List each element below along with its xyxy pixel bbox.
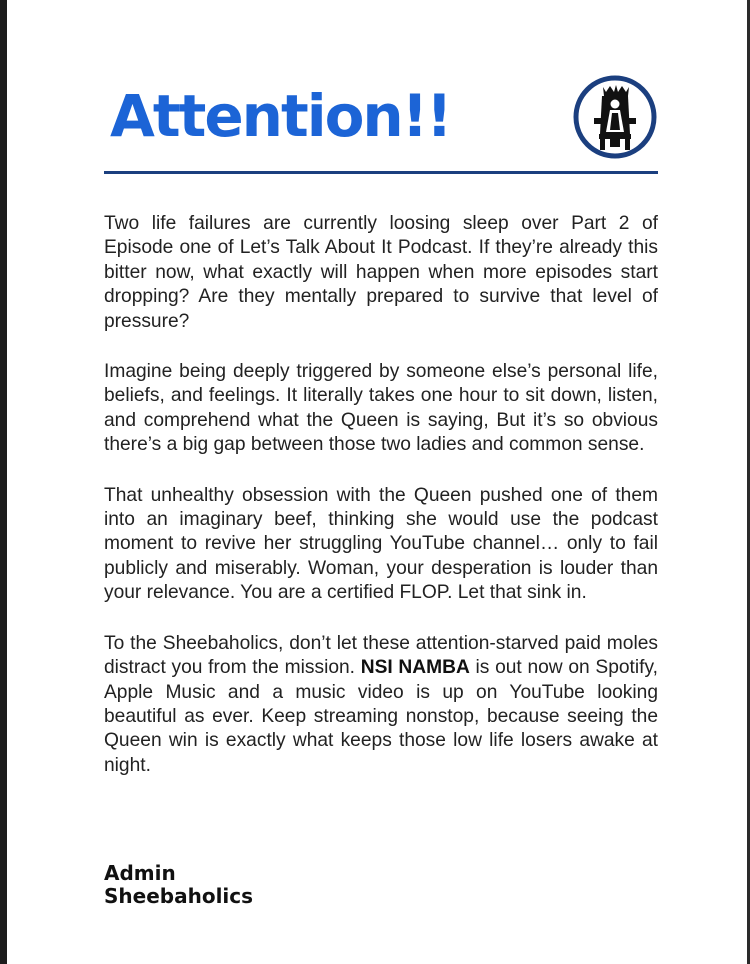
body-text xyxy=(104,212,658,804)
queen-on-throne-icon xyxy=(572,74,658,160)
left-dark-edge xyxy=(0,0,7,964)
title-divider xyxy=(104,171,658,174)
signature-admin: Admin xyxy=(104,861,176,885)
paragraph-4-end: is out now on Spotify, Apple Music and a music video is up on YouTube looking beautiful as ever. Keep streaming nonstop, because seeing the Queen win is exactly what keeps those low life losers awake at night. xyxy=(104,657,658,776)
paragraph-4 xyxy=(104,632,658,778)
paragraph-3: That unhealthy obsession with the Queen pushed one of them into an imaginary beef, thinking she would use the podcast moment to revive her struggling YouTube channel… only to fail publicly and miserably. Woman, your desperation is louder than your relevance. You are a certified FLOP. Let that sink in. xyxy=(104,484,658,604)
paragraph-4-start: To the Sheebaholics, don’t let these attention-starved paid moles distract you from the mission. xyxy=(104,632,658,679)
page-title: Attention!! xyxy=(110,82,451,150)
signature xyxy=(104,862,253,908)
paragraph-1: Two life failures are currently loosing sleep over Part 2 of Episode one of Let’s Talk About It Podcast. If they’re already this bitter now, what exactly will happen when more episodes start dropping? Are they mentally prepared to survive that level of pressure? xyxy=(104,213,658,332)
signature-group: Sheebaholics xyxy=(104,884,254,908)
song-title: NSI NAMBA xyxy=(360,657,470,679)
paragraph-2: Imagine being deeply triggered by someone else’s personal life, beliefs, and feelings. It literally takes one hour to sit down, listen, and comprehend what the Queen is saying, But it’s so obvious there’s a big gap between those two ladies and common sense. xyxy=(104,361,658,456)
